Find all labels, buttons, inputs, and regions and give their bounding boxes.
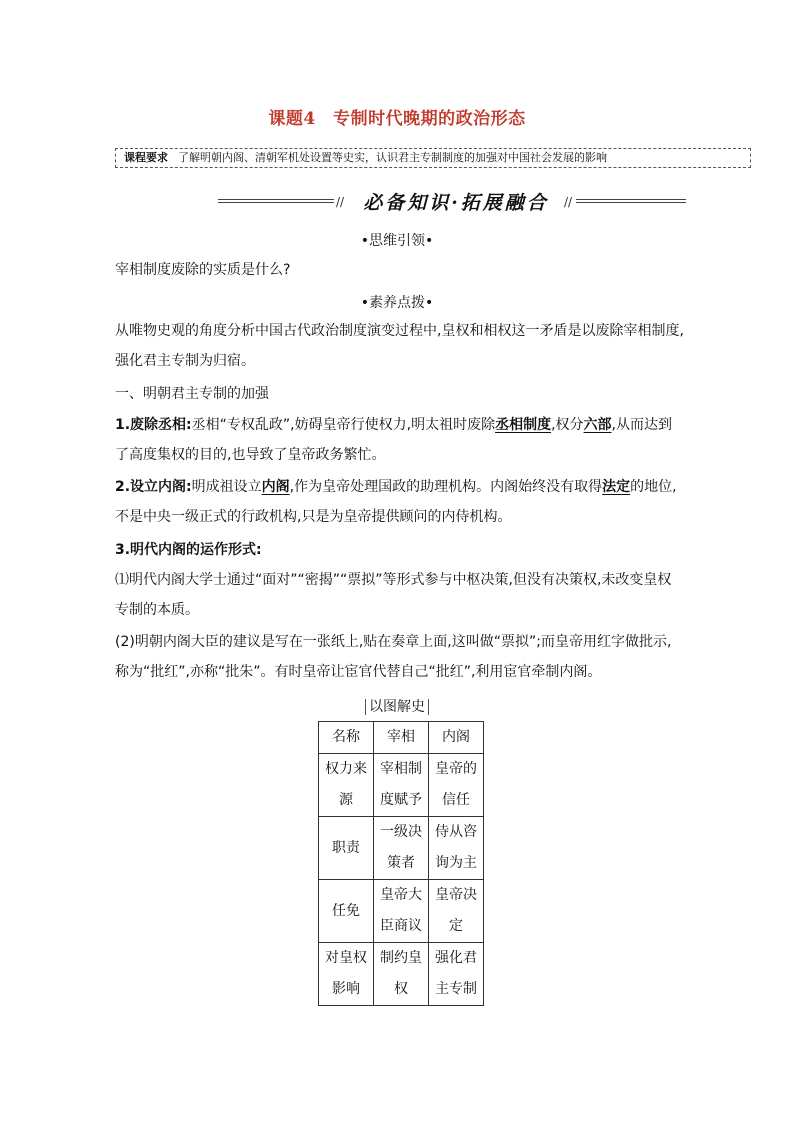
table-row xyxy=(319,754,484,817)
table-row xyxy=(319,943,484,1006)
table-cell: 权力来源 xyxy=(319,754,374,817)
item3-point-2: (2)明朝内阁大臣的建议是写在一张纸上,贴在奏章上面,这叫做“票拟”;而皇帝用红字做批示,称为“批红”,亦称“批朱”。有时皇帝让宦官代替自己“批红”,利用宦官牵制内阁。 xyxy=(115,634,672,680)
table-header-row xyxy=(319,722,484,754)
table-cell: 皇帝决定 xyxy=(429,880,484,943)
item3-heading: 3.明代内阁的运作形式: xyxy=(115,542,262,558)
item2-text-c: 的地位,不是中央一级正式的行政机构,只是为皇帝提供顾问的内侍机构。 xyxy=(115,479,677,525)
course-requirement-box xyxy=(115,148,751,168)
table-caption-text: 以图解史 xyxy=(365,699,429,715)
table-row xyxy=(319,817,484,880)
table-cell: 制约皇权 xyxy=(374,943,429,1006)
item1-key-term-1: 丞相制度 xyxy=(495,417,552,433)
table-cell: 职责 xyxy=(319,817,374,880)
banner-rule-right xyxy=(576,199,686,203)
item1-text-b: ,权分 xyxy=(551,417,584,433)
requirement-label: 课程要求 xyxy=(124,151,168,164)
table-header-cell: 名称 xyxy=(319,722,374,754)
banner-slash-left: // xyxy=(336,195,345,209)
table-cell: 一级决策者 xyxy=(374,817,429,880)
thinking-question: 宰相制度废除的实质是什么? xyxy=(115,262,291,278)
table-cell: 宰相制度赋予 xyxy=(374,754,429,817)
item3-point-1: ⑴明代内阁大学士通过“面对”“密揭”“票拟”等形式参与中枢决策,但没有决策权,未改变皇权专制的本质。 xyxy=(115,572,672,618)
comparison-table xyxy=(318,721,484,1006)
part1-heading: 一、明朝君主专制的加强 xyxy=(115,386,269,402)
item2-label: 2.设立内阁: xyxy=(115,479,192,495)
table-row xyxy=(319,880,484,943)
item2-text-b: ,作为皇帝处理国政的助理机构。内阁始终没有取得 xyxy=(289,479,603,495)
literacy-heading: •素养点拨• xyxy=(360,295,434,311)
table-caption xyxy=(0,696,794,716)
table-cell: 对皇权影响 xyxy=(319,943,374,1006)
item1-key-term-2: 六部 xyxy=(583,417,612,433)
thinking-heading: •思维引领• xyxy=(360,233,434,249)
table-cell: 侍从咨询为主 xyxy=(429,817,484,880)
item1-paragraph xyxy=(115,410,685,470)
item1-text-c: ,从而达到了高度集权的目的,也导致了皇帝政务繁忙。 xyxy=(115,417,672,463)
table-header-cell: 宰相 xyxy=(374,722,429,754)
section-banner: 必备知识·拓展融合 xyxy=(363,192,549,214)
item2-paragraph xyxy=(115,472,685,532)
item2-text-a: 明成祖设立 xyxy=(191,479,262,495)
page-title: 课题4 专制时代晚期的政治形态 xyxy=(268,109,526,129)
table-cell: 皇帝大臣商议 xyxy=(374,880,429,943)
item2-key-term-2: 法定 xyxy=(602,479,631,495)
item2-key-term-1: 内阁 xyxy=(261,479,290,495)
literacy-text: 从唯物史观的角度分析中国古代政治制度演变过程中,皇权和相权这一矛盾是以废除宰相制度,强化君主专制为归宿。 xyxy=(115,323,684,369)
item1-label: 1.废除丞相: xyxy=(115,417,192,433)
table-header-cell: 内阁 xyxy=(429,722,484,754)
requirement-text: 了解明朝内阁、清朝军机处设置等史实，认识君主专制制度的加强对中国社会发展的影响 xyxy=(178,151,607,164)
banner-rule-left xyxy=(218,199,334,203)
table-cell: 皇帝的信任 xyxy=(429,754,484,817)
banner-slash-right: // xyxy=(564,195,573,209)
table-cell: 任免 xyxy=(319,880,374,943)
item1-text-a: 丞相“专权乱政”,妨碍皇帝行使权力,明太祖时废除 xyxy=(191,417,496,433)
table-cell: 强化君主专制 xyxy=(429,943,484,1006)
